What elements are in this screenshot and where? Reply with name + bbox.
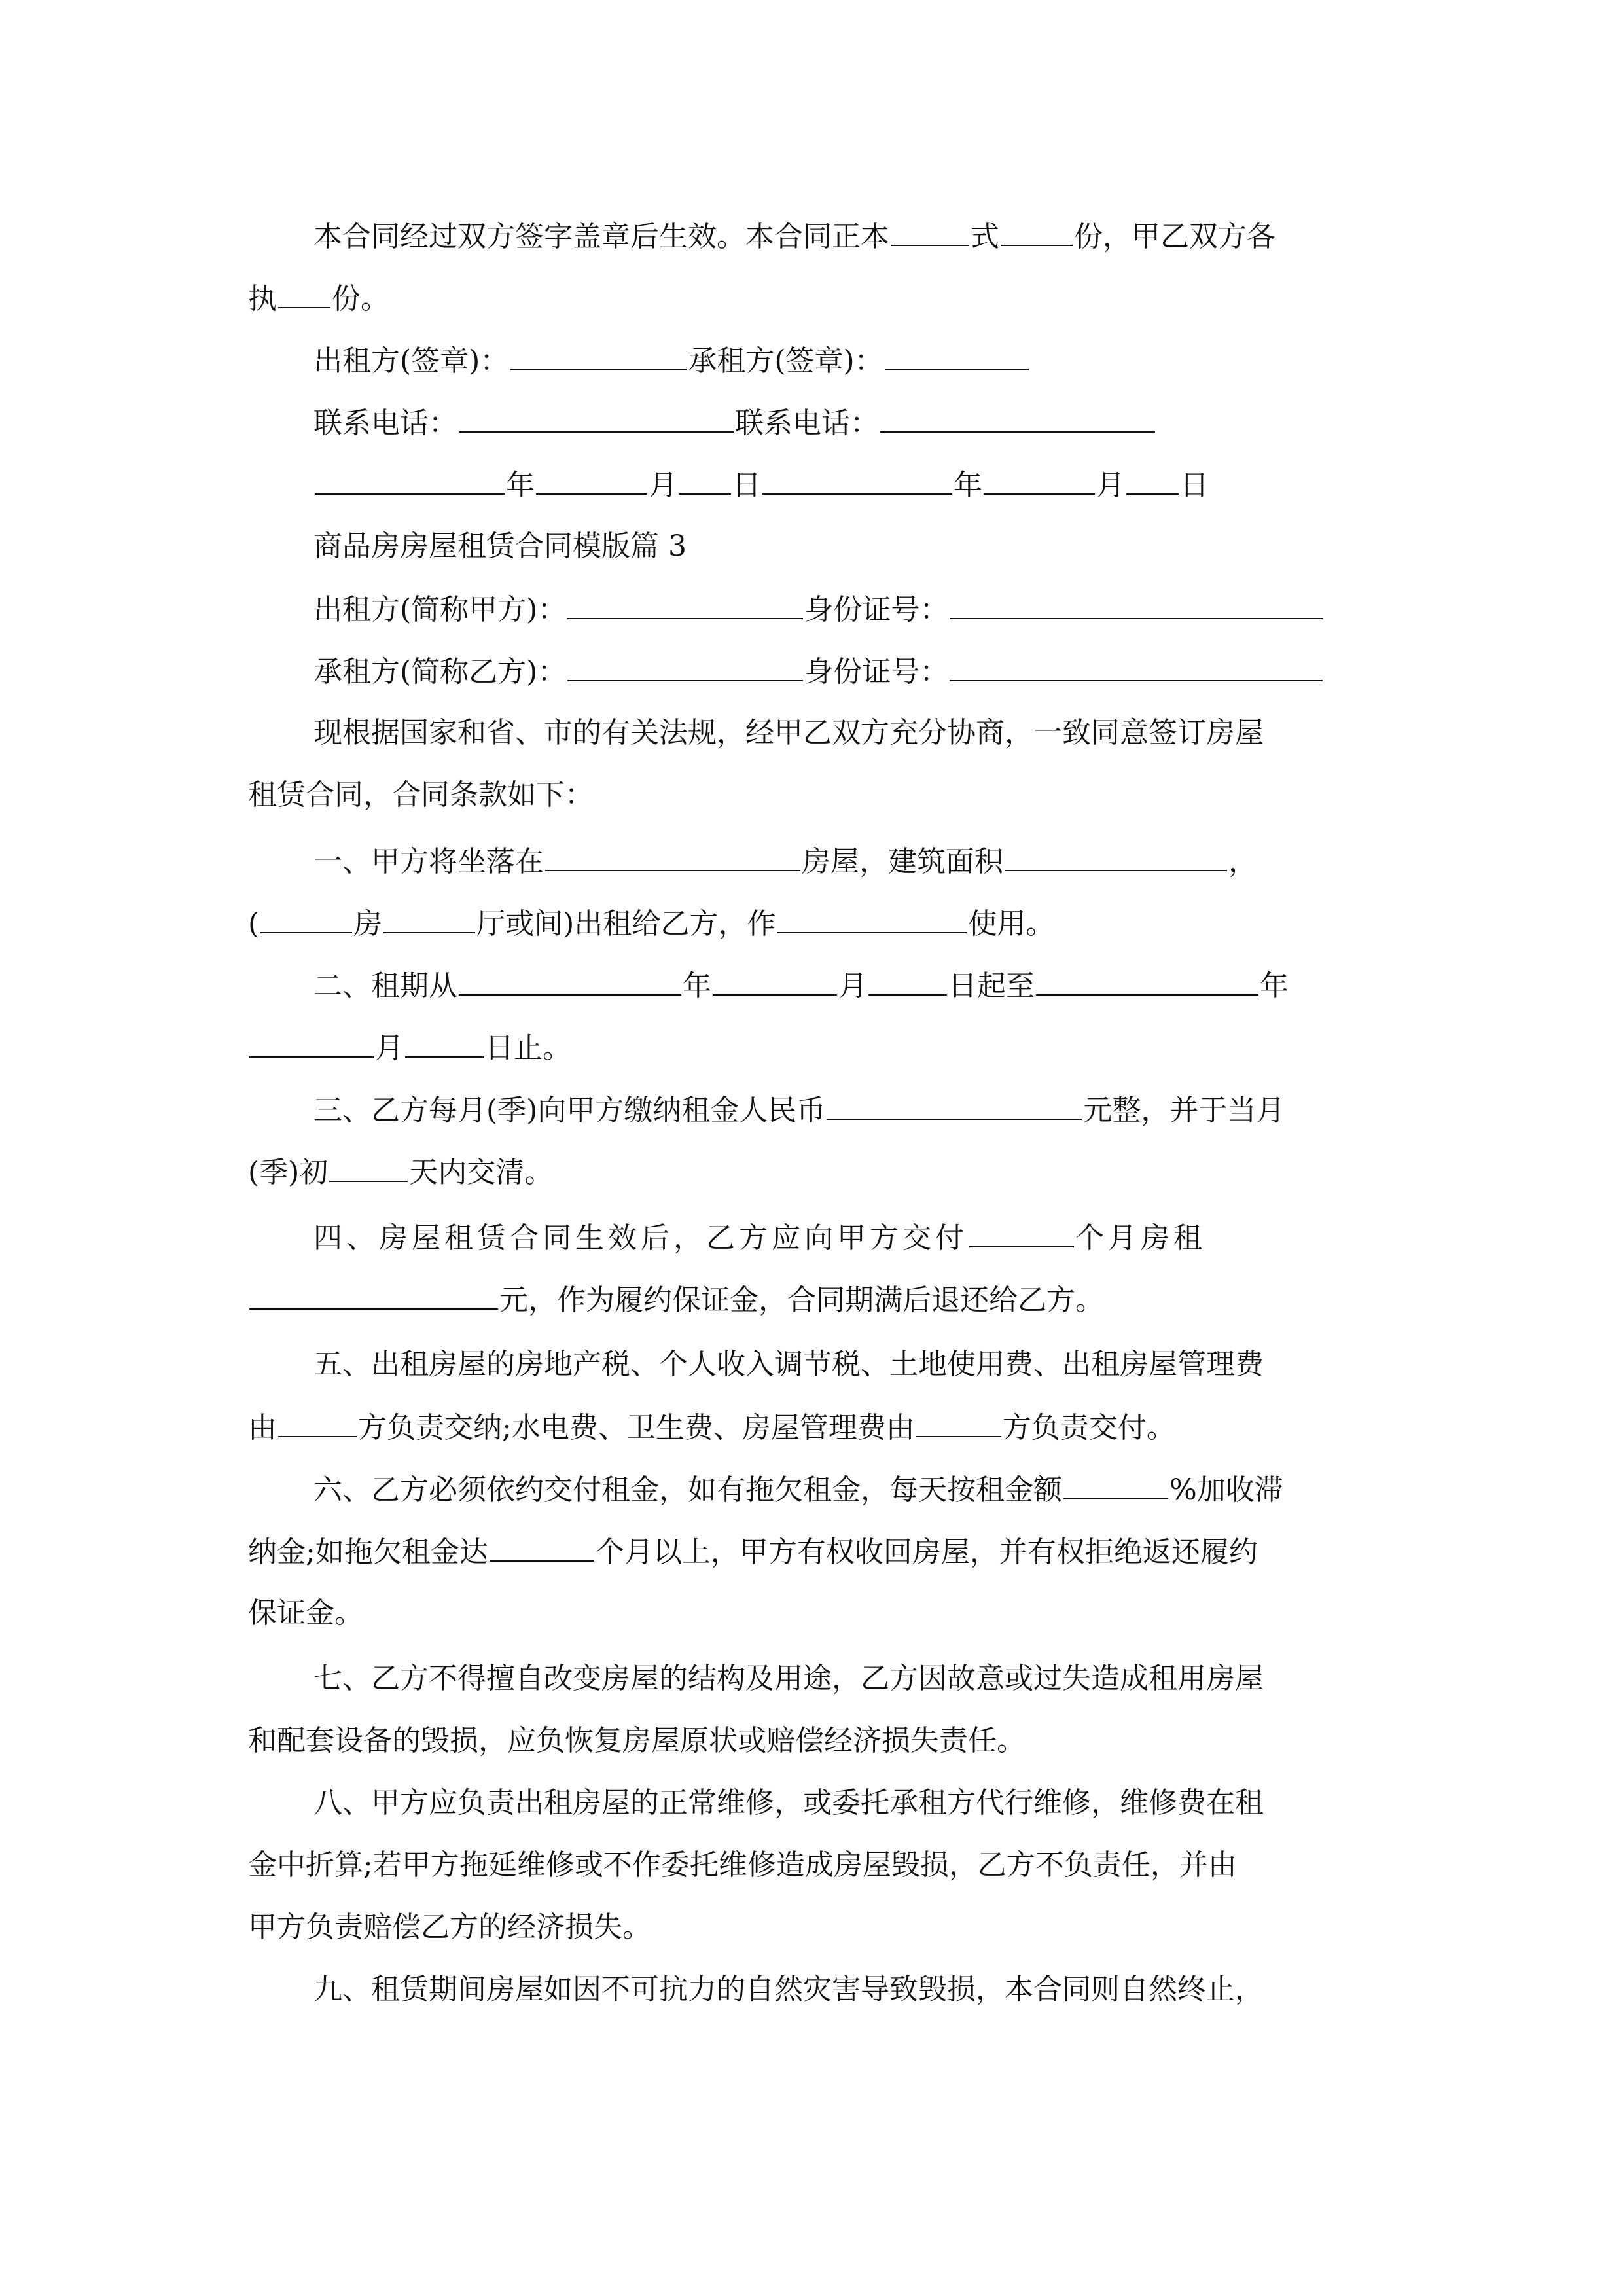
phone-line [248,403,1390,467]
text: 月 [375,1031,404,1065]
lessor-phone-field[interactable] [459,403,734,433]
text: 月 [649,469,677,502]
arrears-months-field[interactable] [490,1532,594,1562]
text: ， [1228,845,1257,878]
clause-6-line-3: 保证金。 [248,1596,363,1630]
start-day-field[interactable] [868,965,947,996]
text: 份，甲乙双方各 [1074,220,1275,253]
text: 份。 [332,282,389,315]
text: 四、房屋租赁合同生效后，乙方应向甲方交付 [313,1221,968,1255]
id-label: 身份证号： [804,655,949,689]
clause-2-line-1 [248,965,1390,1030]
section-title: 商品房房屋租赁合同模版篇 3 [313,529,687,563]
lessor-party-line [248,589,1390,653]
id-label: 身份证号： [804,593,949,626]
signature-line [248,340,1390,404]
lessee-party-line [248,651,1390,715]
effect-clause-line-1 [248,216,1390,280]
start-year-field[interactable] [459,965,681,996]
area-field[interactable] [1005,841,1227,871]
halls-field[interactable] [383,903,475,933]
start-month-field[interactable] [713,965,837,996]
clause-3-line-2 [248,1152,1390,1216]
end-year-field[interactable] [1036,965,1258,996]
lessor-id-field[interactable] [950,589,1323,619]
text: 元整，并于当月 [1083,1094,1285,1127]
lessee-year-field[interactable] [762,465,952,495]
clause-7-line-1: 七、乙方不得擅自改变房屋的结构及用途，乙方因故意或过失造成租用房屋 [313,1662,1264,1695]
text: 个月房租 [1075,1221,1206,1255]
text: 六、乙方必须依约交付租金，如有拖欠租金，每天按租金额 [313,1473,1062,1507]
tax-party-field[interactable] [278,1407,357,1437]
text: 房 [353,907,383,941]
text: 年 [683,969,711,1003]
clause-5-line-2 [248,1407,1390,1471]
clause-4-line-2 [248,1280,1390,1344]
intro-line-2: 租赁合同，合同条款如下： [248,778,594,812]
deposit-amount-field[interactable] [249,1280,498,1310]
clause-1-line-2 [248,903,1390,967]
utilities-party-field[interactable] [916,1407,1001,1437]
clause-6-line-1 [248,1469,1390,1534]
clause-8-line-2: 金中折算;若甲方拖延维修或不作委托维修造成房屋毁损，乙方不负责任，并由 [248,1848,1237,1882]
lessor-day-field[interactable] [679,465,731,495]
clause-8-line-3: 甲方负责赔偿乙方的经济损失。 [248,1910,651,1944]
text: 个月以上，甲方有权收回房屋，并有权拒绝返还履约 [595,1535,1258,1569]
text: 日 [732,469,761,502]
lessor-year-field[interactable] [315,465,505,495]
text: 日止。 [485,1031,571,1065]
lessor-phone-label: 联系电话： [313,406,457,440]
clause-7-line-2: 和配套设备的毁损，应负恢复房屋原状或赔偿经济损失责任。 [248,1724,1026,1757]
text: 本合同经过双方签字盖章后生效。本合同正本 [313,220,889,253]
text: 元，作为履约保证金，合同期满后退还给乙方。 [499,1283,1104,1317]
text: 天内交清。 [409,1156,554,1189]
text: 三、乙方每月(季)向甲方缴纳租金人民币 [313,1094,826,1127]
text: 式 [971,220,999,253]
lessor-month-field[interactable] [536,465,647,495]
blank-each-copies[interactable] [278,278,330,308]
lessee-month-field[interactable] [984,465,1095,495]
date-line [248,465,1390,529]
intro-line-1: 现根据国家和省、市的有关法规，经甲乙双方充分协商，一致同意签订房屋 [313,716,1264,749]
effect-clause-line-2 [248,278,1390,342]
text: 厅或间)出租给乙方，作 [476,907,776,941]
lessee-day-field[interactable] [1126,465,1179,495]
clause-4-line-1 [248,1217,1390,1282]
clause-2-line-2 [248,1028,1390,1092]
clause-3-line-1 [248,1090,1390,1154]
text: 日起至 [948,969,1035,1003]
text: 纳金;如拖欠租金达 [248,1535,488,1569]
deposit-months-field[interactable] [969,1217,1074,1247]
lessee-label: 承租方(简称乙方)： [313,655,567,689]
lessor-sign-field[interactable] [510,340,687,370]
text: 年 [506,469,535,502]
lessee-phone-label: 联系电话： [735,406,879,440]
text: ( [248,907,260,941]
usage-field[interactable] [777,903,967,933]
text: 方负责交纳;水电费、卫生费、房屋管理费由 [358,1411,915,1444]
late-fee-percent-field[interactable] [1063,1469,1168,1499]
text: 二、租期从 [313,969,457,1003]
payment-days-field[interactable] [329,1152,408,1182]
clause-9-line-1: 九、租赁期间房屋如因不可抗力的自然灾害导致毁损，本合同则自然终止， [313,1973,1264,2006]
lessor-name-field[interactable] [567,589,803,619]
text: 月 [1096,469,1125,502]
text: 一、甲方将坐落在 [313,845,544,878]
clause-6-line-2 [248,1532,1390,1596]
rent-amount-field[interactable] [827,1090,1082,1120]
text: 年 [1260,969,1289,1003]
text: %加收滞 [1169,1473,1283,1507]
end-month-field[interactable] [249,1028,374,1058]
blank-copies-count[interactable] [1001,216,1073,246]
text: 月 [838,969,867,1003]
lessor-sign-label: 出租方(签章)： [313,344,509,378]
text: 年 [954,469,982,502]
lessor-label: 出租方(简称甲方)： [313,593,567,626]
text: 方负责交付。 [1002,1411,1175,1444]
blank-copies-format[interactable] [891,216,969,246]
text: (季)初 [248,1156,329,1189]
text: 执 [248,282,277,315]
text: 使用。 [968,907,1055,941]
lessee-id-field[interactable] [950,651,1323,681]
text: 日 [1180,469,1209,502]
rooms-field[interactable] [260,903,352,933]
clause-8-line-1: 八、甲方应负责出租房屋的正常维修，或委托承租方代行维修，维修费在租 [313,1786,1264,1820]
clause-5-line-1: 五、出租房屋的房地产税、个人收入调节税、土地使用费、出租房屋管理费 [313,1348,1264,1381]
clause-1-line-1 [248,841,1390,905]
text: 房屋，建筑面积 [802,845,1003,878]
lessee-sign-field[interactable] [885,340,1029,370]
text: 由 [248,1411,277,1444]
lessee-phone-field[interactable] [880,403,1155,433]
location-field[interactable] [545,841,800,871]
lessee-sign-label: 承租方(签章)： [688,344,883,378]
end-day-field[interactable] [405,1028,484,1058]
lessee-name-field[interactable] [567,651,803,681]
